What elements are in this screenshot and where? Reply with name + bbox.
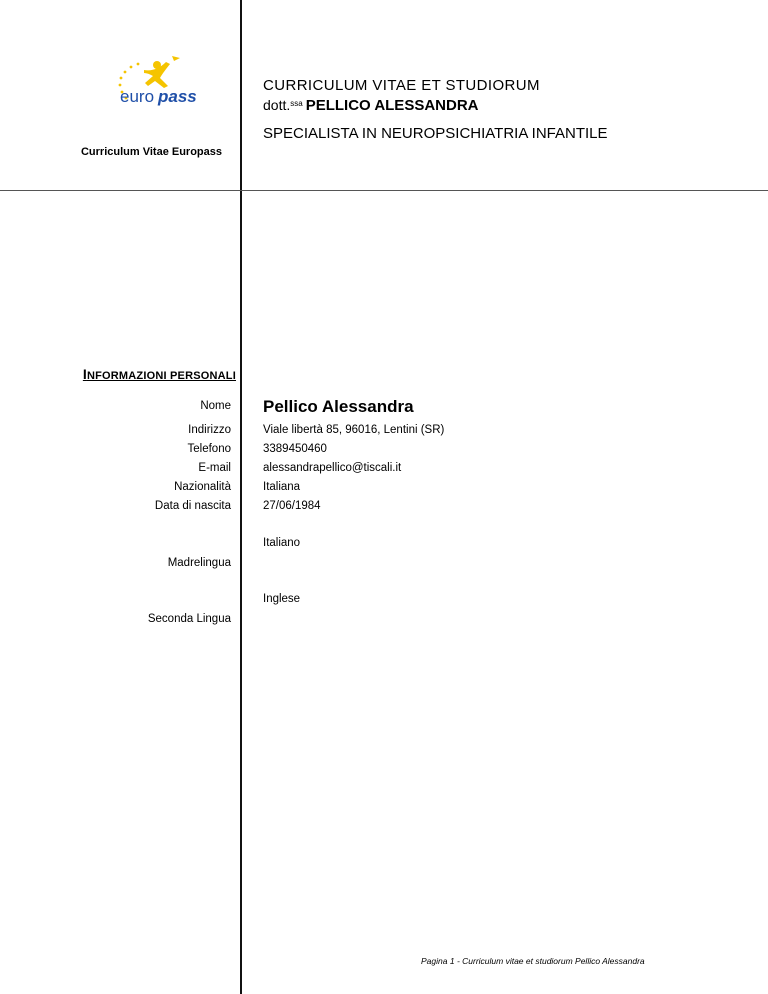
label-email: E-mail — [198, 462, 231, 474]
cv-name: PELLICO ALESSANDRA — [305, 97, 479, 114]
value-email: alessandrapellico@tiscali.it — [263, 462, 402, 474]
logo-caption: Curriculum Vitae Europass — [80, 146, 222, 158]
section-initial: I — [82, 366, 87, 382]
title-prefix-sup: ssa — [290, 99, 303, 108]
title-prefix: dott. — [263, 97, 291, 113]
label-seconda-lingua: Seconda Lingua — [147, 613, 231, 625]
vertical-divider — [240, 0, 242, 994]
label-nome: Nome — [200, 400, 231, 412]
cv-specialty: SPECIALISTA IN NEUROPSICHIATRIA INFANTILE — [263, 125, 608, 142]
footer-page-label: Pagina — [421, 956, 448, 966]
footer-page-number: 1 — [449, 956, 455, 966]
cv-name-line — [263, 97, 479, 114]
label-telefono: Telefono — [187, 443, 231, 455]
value-nazionalita: Italiana — [263, 481, 301, 493]
figure-icon — [144, 56, 180, 88]
cv-title: CURRICULUM VITAE ET STUDIORUM — [263, 77, 540, 94]
value-nome: Pellico Alessandra — [263, 397, 414, 416]
value-madrelingua: Italiano — [263, 537, 301, 549]
section-rest: NFORMAZIONI PERSONALI — [86, 370, 236, 382]
value-telefono: 3389450460 — [263, 443, 327, 455]
europass-logo — [100, 52, 212, 108]
section-heading-personal — [83, 366, 236, 382]
label-madrelingua: Madrelingua — [167, 557, 231, 569]
horizontal-divider — [0, 190, 768, 191]
label-data-nascita: Data di nascita — [154, 500, 231, 512]
logo-text-euro: euro — [120, 87, 155, 106]
label-nazionalita: Nazionalità — [174, 481, 231, 493]
value-data-nascita: 27/06/1984 — [263, 500, 321, 512]
page-footer — [421, 956, 645, 966]
value-seconda-lingua: Inglese — [263, 593, 301, 605]
label-indirizzo: Indirizzo — [188, 424, 231, 436]
value-indirizzo: Viale libertà 85, 96016, Lentini (SR) — [263, 424, 445, 436]
logo-text-pass: pass — [158, 87, 197, 106]
footer-text: - Curriculum vitae et studiorum Pellico Alessandra — [454, 956, 645, 966]
